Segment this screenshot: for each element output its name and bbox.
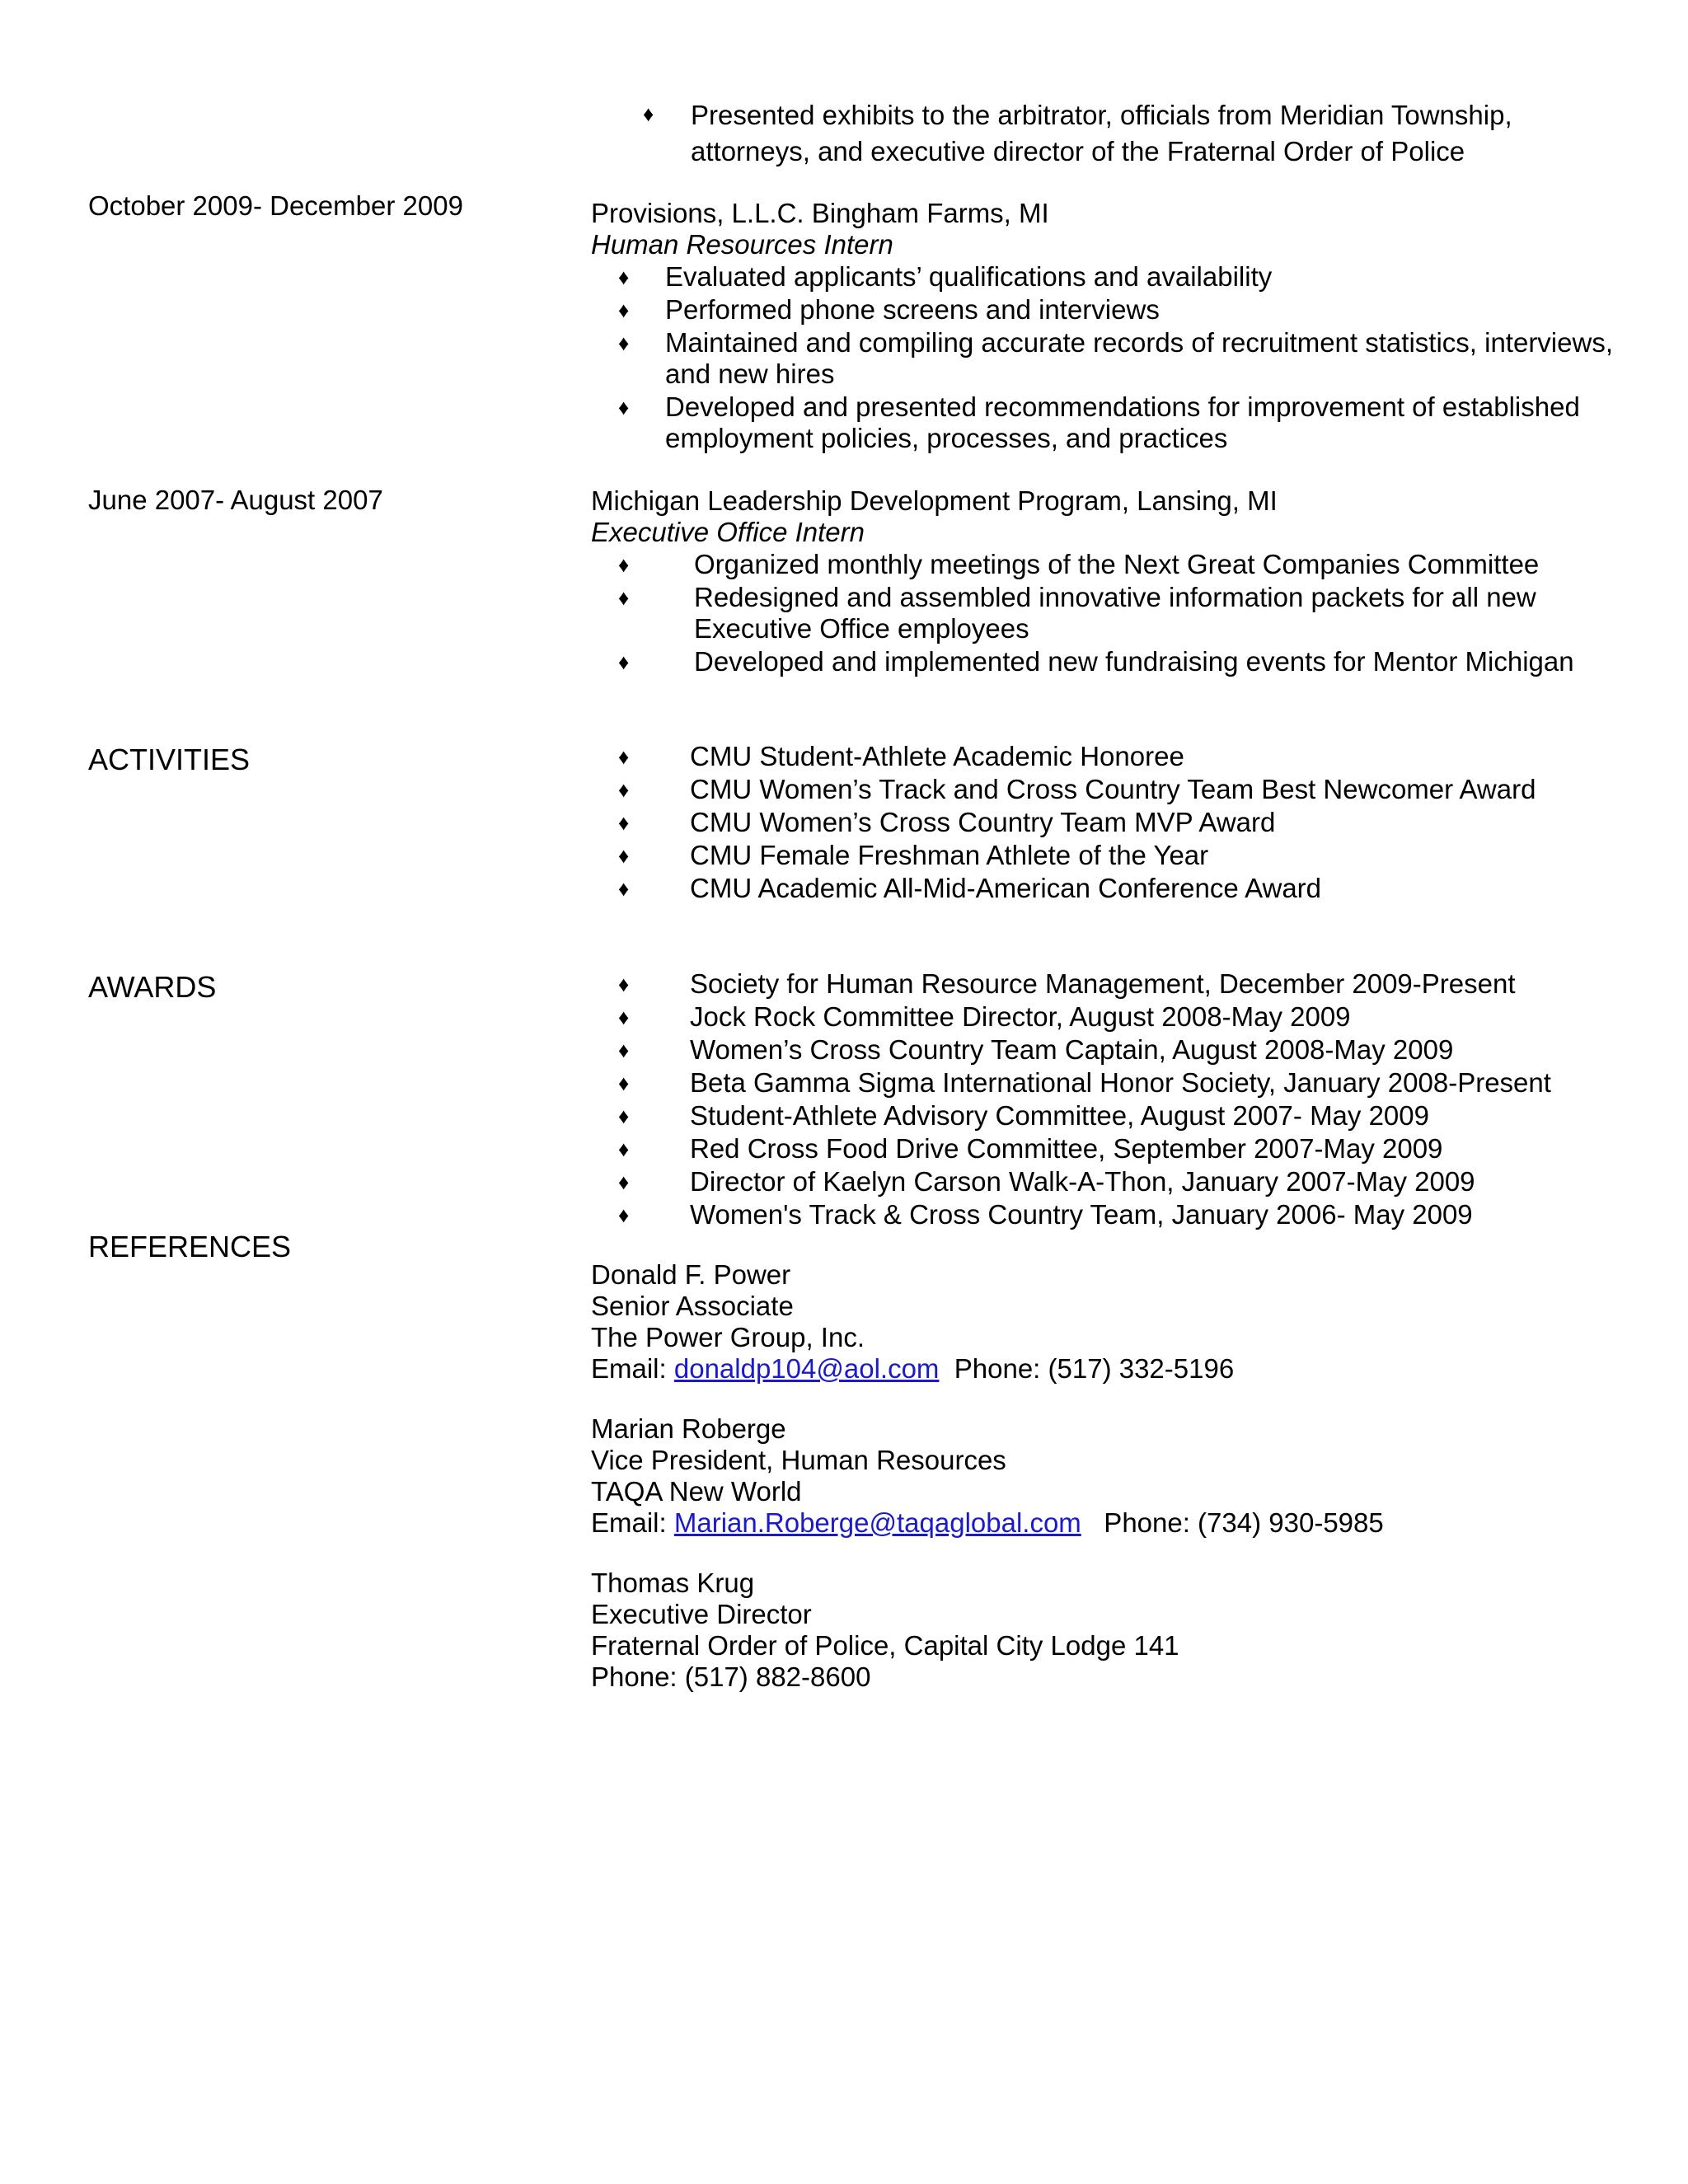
- diamond-bullet-icon: ♦: [618, 330, 630, 355]
- list-item: [618, 1033, 1624, 1066]
- bullet-text: Society for Human Resource Management, December 2009-Present: [690, 968, 1516, 999]
- bullet-text: CMU Academic All-Mid-American Conference Award: [690, 873, 1322, 903]
- diamond-bullet-icon: ♦: [618, 1104, 630, 1128]
- job-role: Executive Office Intern: [591, 517, 865, 547]
- reference-name: Donald F. Power: [591, 1259, 791, 1290]
- job-dates: June 2007- August 2007: [88, 485, 383, 515]
- reference-org: TAQA New World: [591, 1476, 802, 1507]
- bullet-text: Student-Athlete Advisory Committee, August 2007- May 2009: [690, 1100, 1429, 1131]
- job-org-line: [591, 198, 1049, 229]
- diamond-bullet-icon: ♦: [618, 843, 630, 868]
- list-item: [618, 1066, 1624, 1099]
- bullet-text: Evaluated applicants’ qualifications and availability: [665, 261, 1273, 292]
- job-org-line: [591, 485, 1278, 517]
- org-location: , Lansing, MI: [1121, 485, 1278, 516]
- diamond-bullet-icon: ♦: [618, 1169, 630, 1194]
- diamond-bullet-icon: ♦: [618, 585, 630, 610]
- diamond-bullet-icon: ♦: [618, 298, 630, 322]
- bullet-text: CMU Women’s Track and Cross Country Team Best Newcomer Award: [690, 774, 1536, 804]
- list-item: [618, 773, 1624, 806]
- diamond-bullet-icon: ♦: [618, 552, 630, 577]
- email-link[interactable]: Marian.Roberge@taqaglobal.com: [673, 1507, 1081, 1538]
- job-bullet-list: [618, 549, 1624, 679]
- list-item: [618, 646, 1624, 677]
- phone-text: Phone: (517) 332-5196: [939, 1353, 1235, 1384]
- list-item: [643, 97, 1591, 170]
- bullet-text: Presented exhibits to the arbitrator, officials from Meridian Township, attorneys, and executive director of the Fraternal Order of Police: [691, 100, 1512, 166]
- list-item: [618, 1001, 1624, 1033]
- reference-org: The Power Group, Inc.: [591, 1322, 865, 1352]
- diamond-bullet-icon: ♦: [618, 1038, 630, 1062]
- diamond-bullet-icon: ♦: [618, 1202, 630, 1227]
- awards-list: [618, 968, 1624, 1231]
- bullet-text: Redesigned and assembled innovative information packets for all new Executive Office employees: [694, 582, 1536, 644]
- diamond-bullet-icon: ♦: [618, 876, 630, 901]
- reference-name: Marian Roberge: [591, 1413, 786, 1444]
- section-heading-activities: ACTIVITIES: [88, 743, 251, 776]
- list-item: [618, 1132, 1624, 1165]
- phone-text: Phone: (734) 930-5985: [1081, 1507, 1384, 1538]
- reference-entry: [591, 1259, 1234, 1385]
- list-item: [618, 1099, 1624, 1132]
- bullet-text: Organized monthly meetings of the Next Great Companies Committee: [694, 549, 1540, 579]
- job-dates: October 2009- December 2009: [88, 190, 463, 221]
- reference-org: Fraternal Order of Police, Capital City Lodge 141: [591, 1630, 1179, 1661]
- list-item: [618, 327, 1624, 390]
- diamond-bullet-icon: ♦: [618, 395, 630, 419]
- diamond-bullet-icon: ♦: [618, 972, 630, 996]
- bullet-text: Performed phone screens and interviews: [665, 294, 1160, 325]
- org-location: Bingham Farms, MI: [804, 198, 1049, 228]
- bullet-text: Developed and implemented new fundraising events for Mentor Michigan: [694, 646, 1574, 677]
- section-heading-awards: AWARDS: [88, 970, 217, 1004]
- bullet-text: Director of Kaelyn Carson Walk-A-Thon, January 2007-May 2009: [690, 1166, 1475, 1197]
- bullet-text: Jock Rock Committee Director, August 2008-May 2009: [690, 1001, 1351, 1032]
- bullet-text: CMU Female Freshman Athlete of the Year: [690, 840, 1209, 870]
- email-label: Email:: [591, 1507, 674, 1538]
- intro-bullet-list: [643, 97, 1591, 170]
- email-label: Email:: [591, 1353, 674, 1384]
- diamond-bullet-icon: ♦: [618, 649, 630, 674]
- list-item: [618, 968, 1624, 1001]
- bullet-text: Beta Gamma Sigma International Honor Society, January 2008-Present: [690, 1067, 1551, 1098]
- list-item: [618, 549, 1624, 580]
- bullet-text: CMU Women’s Cross Country Team MVP Award: [690, 807, 1276, 837]
- diamond-bullet-icon: ♦: [643, 101, 654, 126]
- list-item: [618, 1165, 1624, 1198]
- reference-name: Thomas Krug: [591, 1568, 755, 1598]
- list-item: [618, 294, 1624, 326]
- bullet-text: Red Cross Food Drive Committee, September 2007-May 2009: [690, 1133, 1443, 1164]
- reference-title: Vice President, Human Resources: [591, 1445, 1006, 1475]
- email-link[interactable]: donaldp104@aol.com: [673, 1353, 940, 1384]
- diamond-bullet-icon: ♦: [618, 810, 630, 835]
- reference-phone: Phone: (517) 882-8600: [591, 1661, 871, 1692]
- reference-contact: [591, 1353, 1234, 1385]
- reference-contact: [591, 1507, 1384, 1539]
- diamond-bullet-icon: ♦: [618, 777, 630, 802]
- org-name: Michigan Leadership Development Program: [591, 485, 1122, 516]
- bullet-text: Women's Track & Cross Country Team, January 2006- May 2009: [690, 1199, 1473, 1230]
- diamond-bullet-icon: ♦: [618, 1071, 630, 1095]
- reference-title: Executive Director: [591, 1599, 812, 1629]
- list-item: [618, 582, 1624, 644]
- bullet-text: Developed and presented recommendations for improvement of established employment policies, processes, and practices: [665, 391, 1580, 453]
- reference-entry: [591, 1568, 1179, 1693]
- org-name: Provisions, L.L.C.: [591, 198, 804, 228]
- activities-list: [618, 740, 1624, 905]
- list-item: [618, 740, 1624, 773]
- bullet-text: CMU Student-Athlete Academic Honoree: [690, 741, 1184, 771]
- list-item: [618, 391, 1624, 454]
- list-item: [618, 872, 1624, 905]
- list-item: [618, 261, 1624, 293]
- reference-title: Senior Associate: [591, 1291, 794, 1321]
- bullet-text: Maintained and compiling accurate records of recruitment statistics, interviews, and new hires: [665, 327, 1613, 389]
- section-heading-references: REFERENCES: [88, 1230, 292, 1263]
- list-item: [618, 806, 1624, 839]
- diamond-bullet-icon: ♦: [618, 265, 630, 289]
- list-item: [618, 839, 1624, 872]
- job-role: Human Resources Intern: [591, 229, 893, 260]
- bullet-text: Women’s Cross Country Team Captain, August 2008-May 2009: [690, 1034, 1454, 1065]
- diamond-bullet-icon: ♦: [618, 744, 630, 769]
- diamond-bullet-icon: ♦: [618, 1005, 630, 1029]
- reference-entry: [591, 1413, 1384, 1539]
- diamond-bullet-icon: ♦: [618, 1137, 630, 1161]
- job-bullet-list: [618, 261, 1624, 456]
- list-item: [618, 1198, 1624, 1231]
